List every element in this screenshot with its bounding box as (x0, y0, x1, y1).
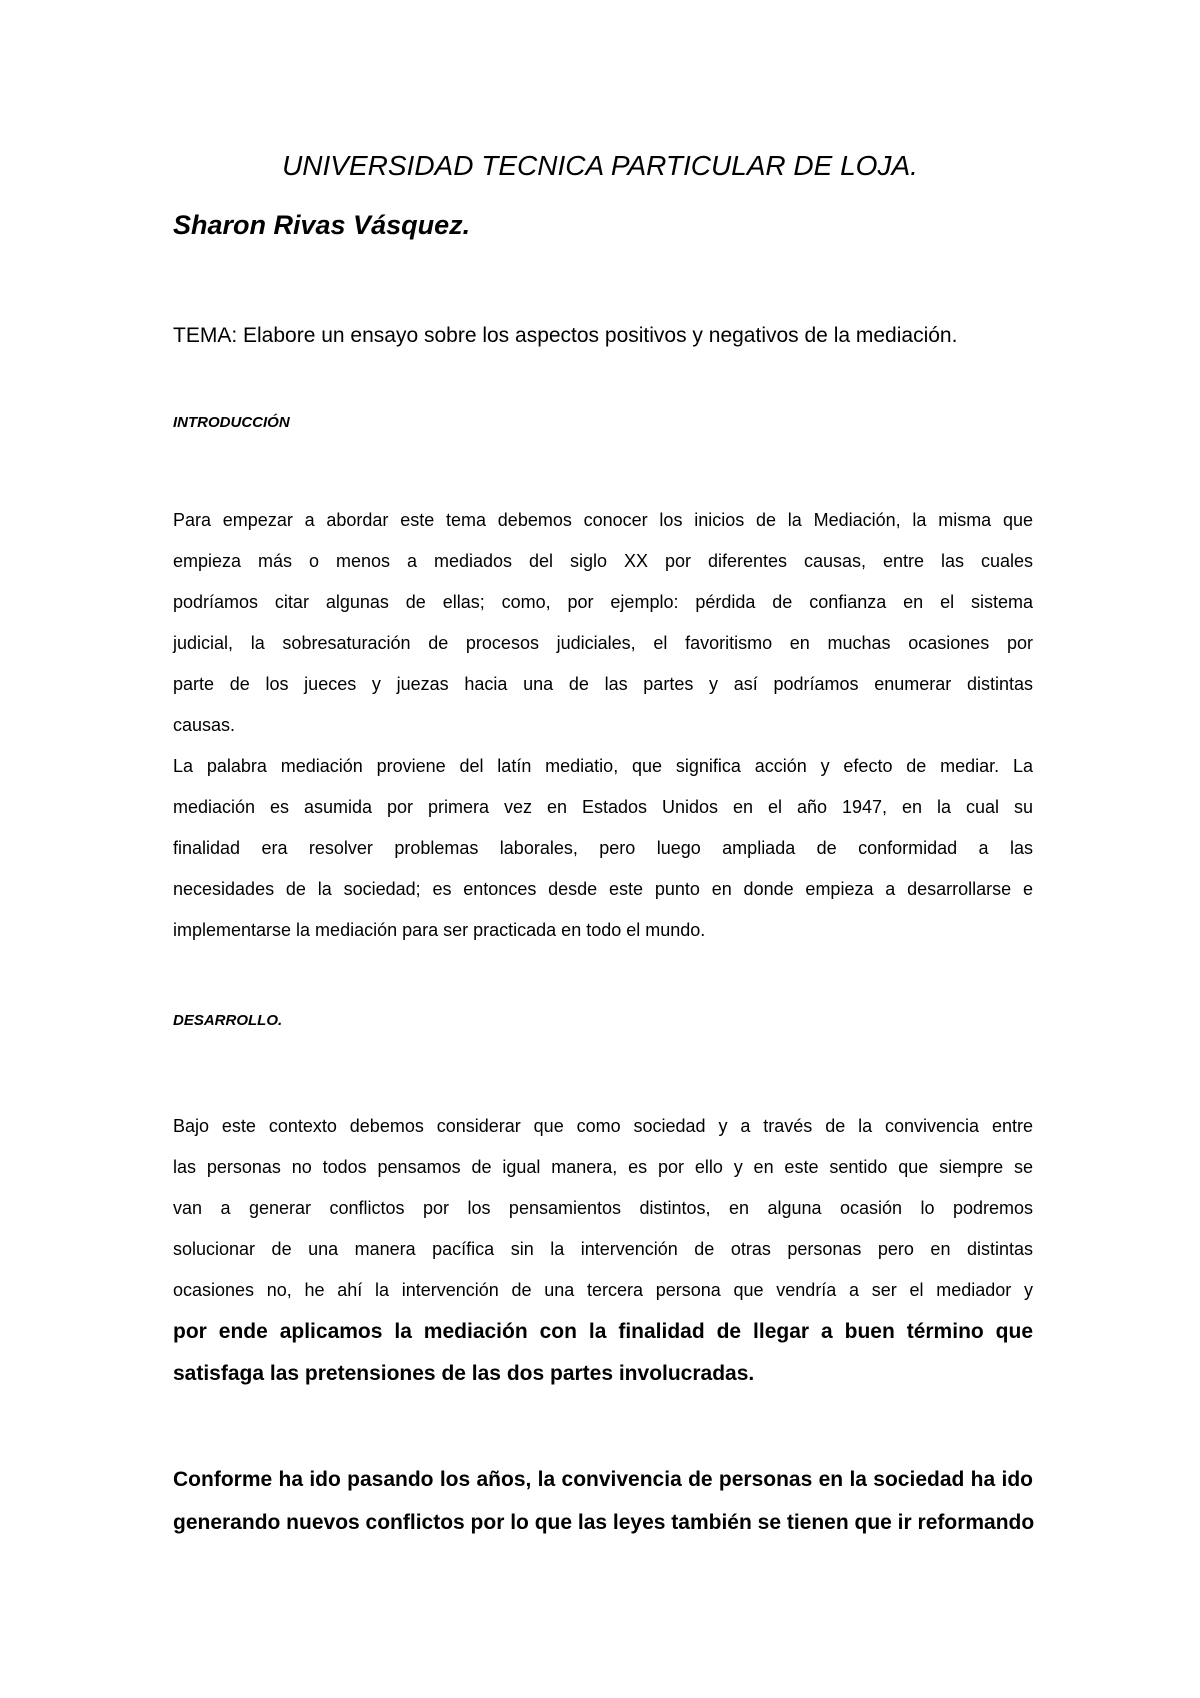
text-line: La palabra mediación proviene del latín mediatio, que significa acción y efecto de mediar. La (173, 756, 1033, 776)
text-line: van a generar conflictos por los pensamientos distintos, en alguna ocasión lo podremos (173, 1198, 1033, 1218)
text-line: empieza más o menos a mediados del siglo XX por diferentes causas, entre las cuales (173, 551, 1033, 571)
paragraph-continuation (173, 1458, 1033, 1544)
text-line: satisfaga las pretensiones de las dos partes involucradas. (173, 1362, 755, 1385)
text-line: implementarse la mediación para ser practicada en todo el mundo. (173, 920, 706, 940)
text-line: Conforme ha ido pasando los años, la convivencia de personas en la sociedad ha ido (173, 1468, 1033, 1491)
text-line: las personas no todos pensamos de igual manera, es por ello y en este sentido que siempre se (173, 1157, 1033, 1177)
document-title: UNIVERSIDAD TECNICA PARTICULAR DE LOJA. (282, 150, 918, 181)
text-line: solucionar de una manera pacífica sin la intervención de otras personas pero en distintas (173, 1239, 1033, 1259)
paragraph-introduccion (173, 500, 1033, 951)
section-heading-desarrollo: DESARROLLO. (173, 1012, 283, 1029)
text-line: necesidades de la sociedad; es entonces desde este punto en donde empieza a desarrollarse e (173, 879, 1033, 899)
text-line: judicial, la sobresaturación de procesos judiciales, el favoritismo en muchas ocasiones por (173, 633, 1033, 653)
text-line: podríamos citar algunas de ellas; como, por ejemplo: pérdida de confianza en el sistema (173, 592, 1033, 612)
section-heading-introduccion: INTRODUCCIÓN (173, 414, 290, 431)
essay-topic: TEMA: Elabore un ensayo sobre los aspectos positivos y negativos de la mediación. (173, 324, 958, 347)
text-line: finalidad era resolver problemas laborales, pero luego ampliada de conformidad a las (173, 838, 1033, 858)
text-line: Para empezar a abordar este tema debemos conocer los inicios de la Mediación, la misma que (173, 510, 1033, 530)
text-line: ocasiones no, he ahí la intervención de una tercera persona que vendría a ser el mediador y (173, 1280, 1033, 1300)
text-line: generando nuevos conflictos por lo que las leyes también se tienen que ir reformando (173, 1511, 1035, 1534)
text-line: mediación es asumida por primera vez en Estados Unidos en el año 1947, en la cual su (173, 797, 1033, 817)
text-line: parte de los jueces y juezas hacia una de las partes y así podríamos enumerar distintas (173, 674, 1033, 694)
paragraph-desarrollo (173, 1106, 1033, 1395)
text-line: por ende aplicamos la mediación con la finalidad de llegar a buen término que (173, 1320, 1033, 1343)
text-line: causas. (173, 715, 236, 735)
author-name: Sharon Rivas Vásquez. (173, 210, 471, 240)
text-line: Bajo este contexto debemos considerar que como sociedad y a través de la convivencia entre (173, 1116, 1033, 1136)
